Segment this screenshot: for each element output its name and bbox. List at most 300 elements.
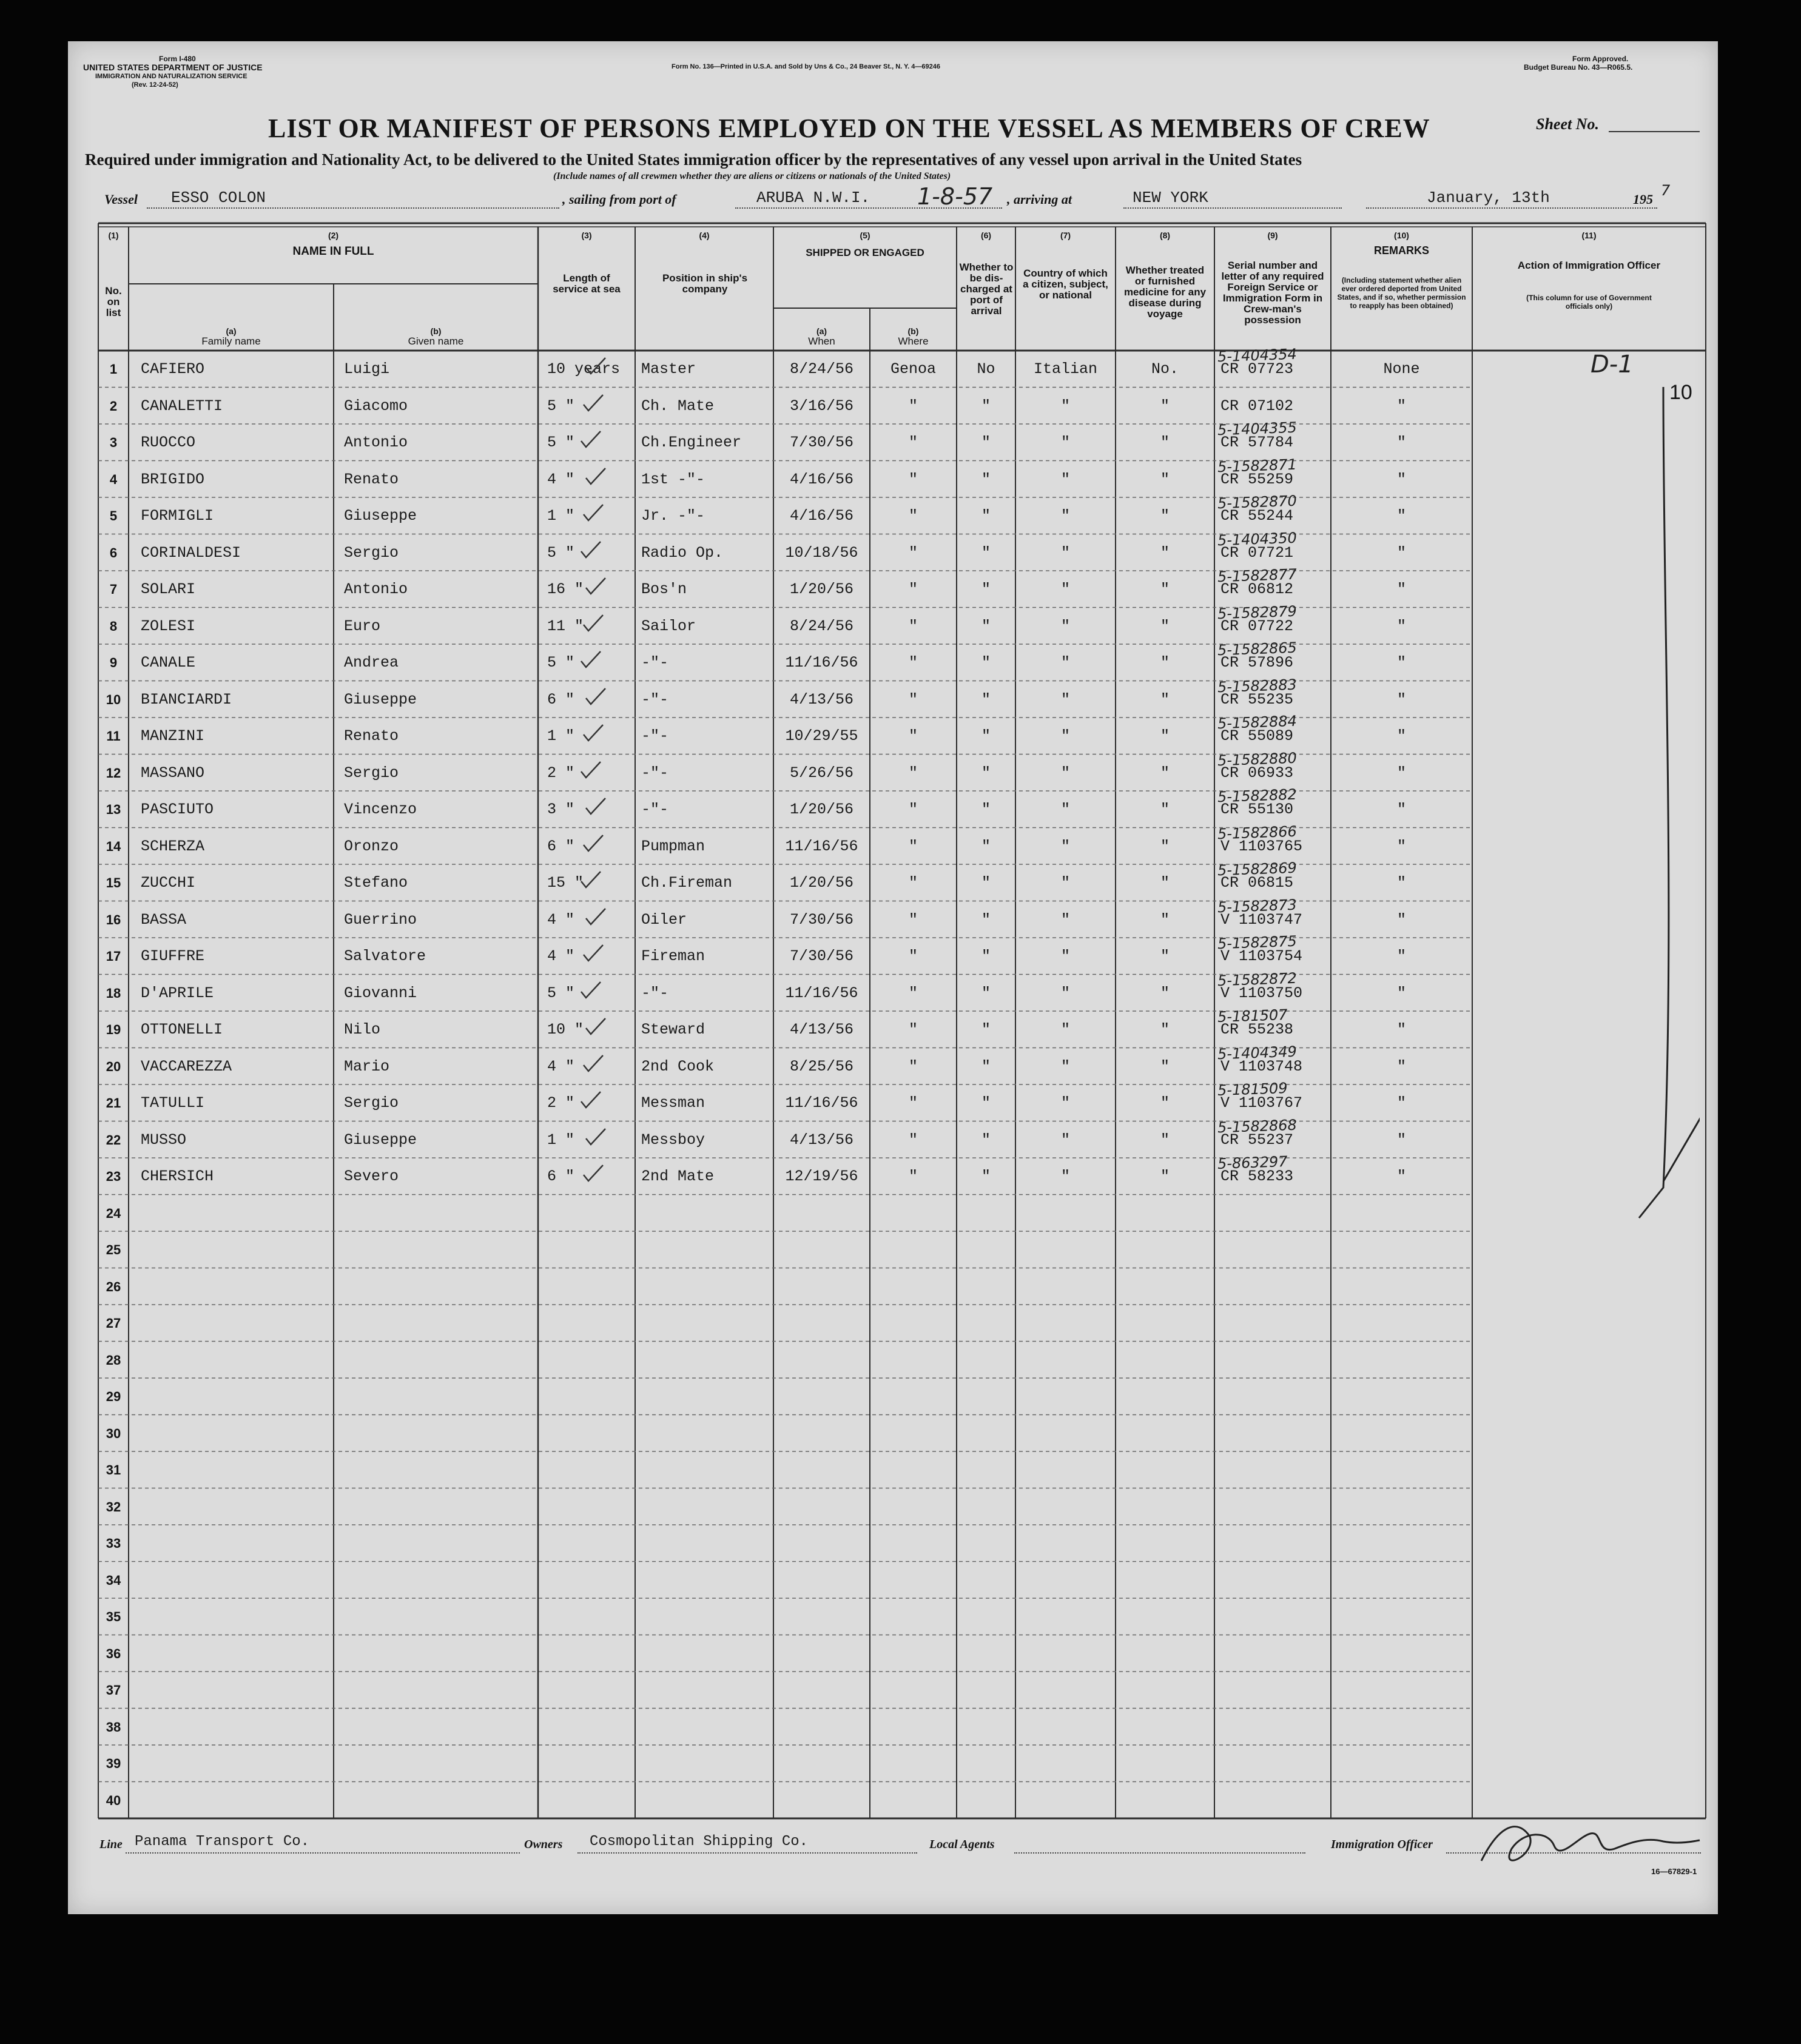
cell-where: Genoa	[890, 360, 936, 378]
cell-given: Renato	[344, 470, 399, 488]
sailing-port: ARUBA N.W.I.	[756, 189, 870, 207]
cell-family: ZOLESI	[141, 617, 196, 635]
approval-check-mark	[1481, 381, 1700, 1230]
cell-serial: V 1103748	[1220, 1057, 1303, 1075]
cell-country: "	[1060, 470, 1070, 488]
col-header-name: NAME IN FULL	[292, 245, 374, 258]
col11-number: (11)	[1581, 230, 1597, 240]
row-number: 19	[106, 1022, 121, 1038]
cell-position: Ch.Engineer	[641, 434, 742, 452]
row-number: 13	[106, 802, 121, 818]
form-approved: Form Approved.	[1572, 55, 1629, 63]
cell-family: SOLARI	[141, 580, 196, 599]
arriving-port: NEW YORK	[1133, 189, 1208, 207]
cell-where: "	[908, 654, 918, 672]
row-number: 36	[106, 1646, 121, 1661]
cell-position: -"-	[641, 984, 669, 1002]
cell-family: CORINALDESI	[141, 543, 241, 562]
serial-handwritten: 5-1582871	[1217, 456, 1298, 476]
tally-check-icon	[579, 648, 603, 672]
cell-given: Severo	[344, 1168, 399, 1186]
row-number: 17	[106, 949, 121, 964]
cell-serial: V 1103754	[1220, 947, 1303, 966]
cell-position: Ch.Fireman	[641, 874, 733, 892]
cell-where: "	[908, 801, 918, 819]
cell-serial: CR 57784	[1220, 434, 1294, 452]
cell-discharged: "	[981, 654, 991, 672]
cell-position: Ch. Mate	[641, 397, 715, 415]
cell-serial: CR 57896	[1220, 654, 1294, 672]
tally-check-icon	[581, 721, 605, 745]
cell-given: Giuseppe	[344, 690, 417, 708]
cell-remarks: "	[1396, 543, 1406, 562]
row-number: 11	[106, 728, 121, 744]
col-header-discharged: Whether to be dis-charged at port of arrival	[959, 261, 1014, 317]
cell-when: 4/13/56	[789, 1131, 854, 1149]
cell-family: OTTONELLI	[141, 1021, 223, 1039]
cell-discharged: "	[981, 1057, 991, 1075]
table-row	[68, 639, 1472, 681]
revision: (Rev. 12-24-52)	[132, 81, 178, 89]
cell-where: "	[908, 1094, 918, 1112]
cell-serial: CR 55237	[1220, 1131, 1294, 1149]
manifest-sheet	[68, 41, 1718, 1914]
department: UNITED STATES DEPARTMENT OF JUSTICE	[83, 62, 263, 72]
cell-service: 2 "	[547, 764, 575, 782]
table-row-blank	[68, 1782, 1472, 1819]
cell-position: Bos'n	[641, 580, 687, 599]
cell-service: 5 "	[547, 654, 575, 672]
cell-discharged: "	[981, 1168, 991, 1186]
tally-check-icon	[584, 905, 608, 929]
cell-where: "	[908, 947, 918, 966]
table-row-blank	[68, 1231, 1472, 1268]
table-row-blank	[68, 1672, 1472, 1709]
cell-position: Oiler	[641, 910, 687, 929]
table-row	[68, 785, 1472, 828]
cell-where: "	[908, 1168, 918, 1186]
cell-given: Giacomo	[344, 397, 408, 415]
arrival-date: January, 13th	[1427, 189, 1550, 207]
cell-country: "	[1060, 1021, 1070, 1039]
sheet-no-label: Sheet No.	[1536, 115, 1599, 133]
cell-remarks: "	[1396, 507, 1406, 525]
cell-service: 5 "	[547, 543, 575, 562]
col2-number: (2)	[328, 230, 339, 240]
arriving-label: , arriving at	[1007, 192, 1072, 207]
row-number: 27	[106, 1316, 121, 1331]
cell-discharged: "	[981, 947, 991, 966]
form-number: Form I-480	[159, 55, 196, 63]
serial-handwritten: 5-1582877	[1217, 565, 1298, 586]
cell-treated: "	[1160, 543, 1170, 562]
cell-treated: "	[1160, 507, 1170, 525]
table-row	[68, 1079, 1472, 1121]
cell-remarks: "	[1396, 1021, 1406, 1039]
cell-serial: CR 06815	[1220, 874, 1294, 892]
cell-serial: CR 07722	[1220, 617, 1294, 635]
cell-service: 10 "	[547, 1021, 584, 1039]
table-row	[68, 859, 1472, 901]
cell-family: FORMIGLI	[141, 507, 214, 525]
row-number: 2	[109, 398, 118, 414]
cell-family: MUSSO	[141, 1131, 187, 1149]
service: IMMIGRATION AND NATURALIZATION SERVICE	[95, 73, 247, 80]
row-number: 14	[106, 838, 121, 854]
cell-country: "	[1060, 580, 1070, 599]
subtitle-note: (Include names of all crewmen whether they are aliens or citizens or nationals of the United States)	[553, 171, 951, 181]
col-header-treated: Whether treated or furnished medicine for any disease during voyage	[1123, 264, 1207, 320]
cell-given: Giuseppe	[344, 507, 417, 525]
cell-where: "	[908, 727, 918, 745]
cell-when: 1/20/56	[789, 801, 854, 819]
table-row-blank	[68, 1745, 1472, 1782]
table-row	[68, 1043, 1472, 1085]
cell-serial: CR 55235	[1220, 690, 1294, 708]
cell-serial: CR 55259	[1220, 470, 1294, 488]
cell-treated: "	[1160, 690, 1170, 708]
year-suffix: 7	[1661, 182, 1671, 199]
row-number: 16	[106, 912, 121, 927]
cell-family: BIANCIARDI	[141, 690, 232, 708]
cell-when: 7/30/56	[789, 947, 854, 966]
cell-country: "	[1060, 434, 1070, 452]
cell-when: 7/30/56	[789, 434, 854, 452]
cell-remarks: "	[1396, 837, 1406, 855]
cell-remarks: None	[1383, 360, 1420, 378]
cell-when: 12/19/56	[785, 1168, 858, 1186]
row-number: 38	[106, 1719, 121, 1735]
serial-handwritten: 5-1582880	[1217, 749, 1298, 769]
cell-service: 11 "	[547, 617, 584, 635]
cell-treated: "	[1160, 1021, 1170, 1039]
cell-where: "	[908, 617, 918, 635]
cell-treated: "	[1160, 874, 1170, 892]
subtitle: Required under immigration and Nationality Act, to be delivered to the United States immigration officer by the representatives of any vessel upon arrival in the United States	[85, 150, 1302, 169]
cell-treated: "	[1160, 654, 1170, 672]
cell-treated: "	[1160, 837, 1170, 855]
cell-discharged: "	[981, 727, 991, 745]
cell-discharged: "	[981, 617, 991, 635]
cell-given: Antonio	[344, 580, 408, 599]
cell-service: 2 "	[547, 1094, 575, 1112]
cell-serial: CR 55238	[1220, 1021, 1294, 1039]
row-number: 39	[106, 1756, 121, 1772]
tally-check-icon	[579, 1088, 603, 1112]
col-header-serial: Serial number and letter of any required Foreign Service or Immigration Form in Crew-man's possession	[1221, 260, 1324, 326]
table-row-blank	[68, 1195, 1472, 1232]
cell-position: Steward	[641, 1021, 705, 1039]
col7-number: (7)	[1060, 230, 1071, 240]
row-number: 24	[106, 1205, 121, 1221]
cell-discharged: "	[981, 1094, 991, 1112]
row-number: 32	[106, 1499, 121, 1515]
col-header-family: Family name	[201, 335, 261, 347]
cell-serial: V 1103747	[1220, 910, 1303, 929]
cell-when: 11/16/56	[785, 1094, 858, 1112]
cell-service: 4 "	[547, 1057, 575, 1075]
cell-given: Stefano	[344, 874, 408, 892]
serial-handwritten: 5-181509	[1217, 1079, 1288, 1100]
cell-given: Luigi	[344, 360, 390, 378]
cell-serial: CR 58233	[1220, 1168, 1294, 1186]
col-header-action: Action of Immigration Officer	[1517, 260, 1661, 271]
table-row-blank	[68, 1451, 1472, 1488]
cell-country: "	[1060, 801, 1070, 819]
serial-handwritten: 5-1582869	[1217, 859, 1298, 879]
tally-check-icon	[584, 354, 608, 378]
row-number: 15	[106, 875, 121, 891]
cell-discharged: "	[981, 690, 991, 708]
vessel-name: ESSO COLON	[171, 189, 266, 207]
cell-given: Renato	[344, 727, 399, 745]
serial-handwritten: 5-1582870	[1217, 492, 1298, 513]
cell-treated: "	[1160, 947, 1170, 966]
sailing-label: , sailing from port of	[562, 192, 676, 207]
row-number: 5	[109, 508, 118, 524]
table-row	[68, 969, 1472, 1012]
serial-handwritten: 5-1404355	[1217, 419, 1298, 439]
cell-remarks: "	[1396, 801, 1406, 819]
col-header-no: No. on list	[105, 285, 122, 318]
tally-check-icon	[584, 574, 608, 599]
cell-remarks: "	[1396, 947, 1406, 966]
cell-discharged: "	[981, 1131, 991, 1149]
row-number: 23	[106, 1169, 121, 1185]
cell-family: PASCIUTO	[141, 801, 214, 819]
row-number: 12	[106, 765, 121, 781]
table-row	[68, 388, 1472, 425]
serial-handwritten: 5-1582882	[1217, 785, 1298, 806]
owners-underline	[577, 1852, 917, 1854]
table-row	[68, 712, 1472, 755]
cell-given: Vincenzo	[344, 801, 417, 819]
cell-country: "	[1060, 910, 1070, 929]
cell-family: CANALETTI	[141, 397, 223, 415]
cell-family: RUOCCO	[141, 434, 196, 452]
tally-check-icon	[584, 685, 608, 709]
cell-position: Master	[641, 360, 696, 378]
cell-when: 10/29/55	[785, 727, 858, 745]
table-row-blank	[68, 1709, 1472, 1746]
cell-discharged: "	[981, 434, 991, 452]
serial-handwritten: 5-1582866	[1217, 822, 1298, 842]
row-number: 22	[106, 1132, 121, 1148]
cell-when: 4/13/56	[789, 1021, 854, 1039]
cell-remarks: "	[1396, 617, 1406, 635]
serial-handwritten: 5-1582865	[1217, 639, 1298, 659]
cell-given: Sergio	[344, 764, 399, 782]
cell-family: MANZINI	[141, 727, 205, 745]
cell-treated: "	[1160, 617, 1170, 635]
tally-check-icon	[584, 1015, 608, 1039]
cell-position: -"-	[641, 727, 669, 745]
cell-family: VACCAREZZA	[141, 1057, 232, 1075]
row-number: 26	[106, 1279, 121, 1294]
cell-position: -"-	[641, 801, 669, 819]
table-row-blank	[68, 1488, 1472, 1525]
cell-country: Italian	[1033, 360, 1098, 378]
cell-when: 7/30/56	[789, 910, 854, 929]
cell-given: Sergio	[344, 543, 399, 562]
cell-family: BASSA	[141, 910, 187, 929]
cell-serial: CR 07723	[1220, 360, 1294, 378]
col8-number: (8)	[1159, 230, 1171, 240]
cell-treated: "	[1160, 984, 1170, 1002]
serial-handwritten: 5-1404349	[1217, 1043, 1298, 1063]
cell-serial: CR 55089	[1220, 727, 1294, 745]
cell-discharged: "	[981, 397, 991, 415]
table-row-blank	[68, 1342, 1472, 1379]
cell-where: "	[908, 1021, 918, 1039]
tally-check-icon	[579, 538, 603, 562]
row-number: 37	[106, 1683, 121, 1698]
table-row	[68, 345, 1472, 388]
col5b-number: (b)	[907, 326, 919, 336]
cell-when: 8/25/56	[789, 1057, 854, 1075]
cell-when: 4/16/56	[789, 470, 854, 488]
cell-given: Guerrino	[344, 910, 417, 929]
cell-discharged: "	[981, 764, 991, 782]
cell-when: 4/13/56	[789, 690, 854, 708]
table-row-blank	[68, 1305, 1472, 1342]
table-row	[68, 602, 1472, 645]
cell-when: 3/16/56	[789, 397, 854, 415]
cell-service: 15 "	[547, 874, 584, 892]
cell-discharged: "	[981, 507, 991, 525]
tally-check-icon	[579, 868, 603, 892]
cell-treated: "	[1160, 434, 1170, 452]
cell-service: 4 "	[547, 947, 575, 966]
row-number: 35	[106, 1609, 121, 1625]
cell-when: 8/24/56	[789, 617, 854, 635]
cell-country: "	[1060, 947, 1070, 966]
cell-treated: "	[1160, 580, 1170, 599]
cell-country: "	[1060, 837, 1070, 855]
cell-where: "	[908, 507, 918, 525]
col2a-number: (a)	[226, 326, 237, 336]
cell-discharged: "	[981, 910, 991, 929]
col-header-action-note: (This column for use of Government officials only)	[1526, 294, 1652, 311]
table-row	[68, 419, 1472, 461]
cell-family: ZUCCHI	[141, 874, 196, 892]
cell-where: "	[908, 1131, 918, 1149]
col10-number: (10)	[1394, 230, 1409, 240]
cell-when: 10/18/56	[785, 543, 858, 562]
cell-country: "	[1060, 690, 1070, 708]
cell-when: 1/20/56	[789, 874, 854, 892]
cell-family: CAFIERO	[141, 360, 205, 378]
line-label: Line	[99, 1838, 123, 1851]
cell-country: "	[1060, 1131, 1070, 1149]
cell-discharged: "	[981, 874, 991, 892]
row-number: 21	[106, 1095, 121, 1111]
cell-where: "	[908, 397, 918, 415]
col5a-number: (a)	[816, 326, 827, 336]
col-header-shipped: SHIPPED OR ENGAGED	[806, 247, 924, 258]
cell-remarks: "	[1396, 1168, 1406, 1186]
cell-remarks: "	[1396, 910, 1406, 929]
tally-check-icon	[579, 428, 603, 452]
row-number: 34	[106, 1572, 121, 1588]
cell-family: BRIGIDO	[141, 470, 205, 488]
cell-serial: V 1103750	[1220, 984, 1303, 1002]
tally-check-icon	[581, 1162, 605, 1186]
cell-given: Andrea	[344, 654, 399, 672]
cell-remarks: "	[1396, 874, 1406, 892]
serial-handwritten: 5-1582884	[1217, 712, 1298, 733]
cell-serial: CR 07721	[1220, 543, 1294, 562]
line-value: Panama Transport Co.	[135, 1834, 310, 1850]
cell-remarks: "	[1396, 580, 1406, 599]
cell-country: "	[1060, 1057, 1070, 1075]
table-row-blank	[68, 1562, 1472, 1599]
cell-given: Oronzo	[344, 837, 399, 855]
cell-service: 5 "	[547, 984, 575, 1002]
cell-treated: "	[1160, 764, 1170, 782]
cell-where: "	[908, 874, 918, 892]
cell-position: -"-	[641, 654, 669, 672]
col-header-remarks: REMARKS	[1373, 244, 1429, 257]
col-header-service: Length of service at sea	[553, 272, 621, 295]
row-number: 40	[106, 1792, 121, 1808]
cell-country: "	[1060, 543, 1070, 562]
cell-serial: V 1103767	[1220, 1094, 1303, 1112]
cell-service: 5 "	[547, 434, 575, 452]
cell-country: "	[1060, 397, 1070, 415]
cell-remarks: "	[1396, 1094, 1406, 1112]
table-row-blank	[68, 1268, 1472, 1305]
table-row-blank	[68, 1415, 1472, 1452]
row-number: 30	[106, 1425, 121, 1441]
cell-position: Messman	[641, 1094, 705, 1112]
cell-treated: "	[1160, 470, 1170, 488]
cell-given: Nilo	[344, 1021, 381, 1039]
table-row	[68, 749, 1472, 792]
cell-given: Euro	[344, 617, 381, 635]
cell-given: Giuseppe	[344, 1131, 417, 1149]
cell-treated: "	[1160, 910, 1170, 929]
cell-serial: CR 55244	[1220, 507, 1294, 525]
serial-handwritten: 5-181507	[1217, 1006, 1288, 1026]
row-number: 7	[109, 582, 118, 597]
col3-number: (3)	[581, 230, 592, 240]
cell-serial: CR 07102	[1220, 397, 1294, 415]
cell-country: "	[1060, 727, 1070, 745]
cell-remarks: "	[1396, 434, 1406, 452]
cell-treated: No.	[1151, 360, 1179, 378]
cell-position: Sailor	[641, 617, 696, 635]
table-row	[68, 822, 1472, 865]
cell-family: TATULLI	[141, 1094, 205, 1112]
cell-serial: V 1103765	[1220, 837, 1303, 855]
cell-where: "	[908, 580, 918, 599]
table-row	[68, 492, 1472, 534]
cell-treated: "	[1160, 1131, 1170, 1149]
cell-when: 5/26/56	[789, 764, 854, 782]
cell-serial: CR 06812	[1220, 580, 1294, 599]
cell-country: "	[1060, 617, 1070, 635]
cell-position: 2nd Cook	[641, 1057, 715, 1075]
serial-handwritten: 5-1582875	[1217, 932, 1298, 953]
cell-remarks: "	[1396, 984, 1406, 1002]
cell-when: 1/20/56	[789, 580, 854, 599]
table-row	[68, 565, 1472, 608]
cell-position: 1st -"-	[641, 470, 705, 488]
cell-service: 16 "	[547, 580, 584, 599]
col4-number: (4)	[699, 230, 710, 240]
serial-handwritten: 5-1582872	[1217, 969, 1298, 989]
